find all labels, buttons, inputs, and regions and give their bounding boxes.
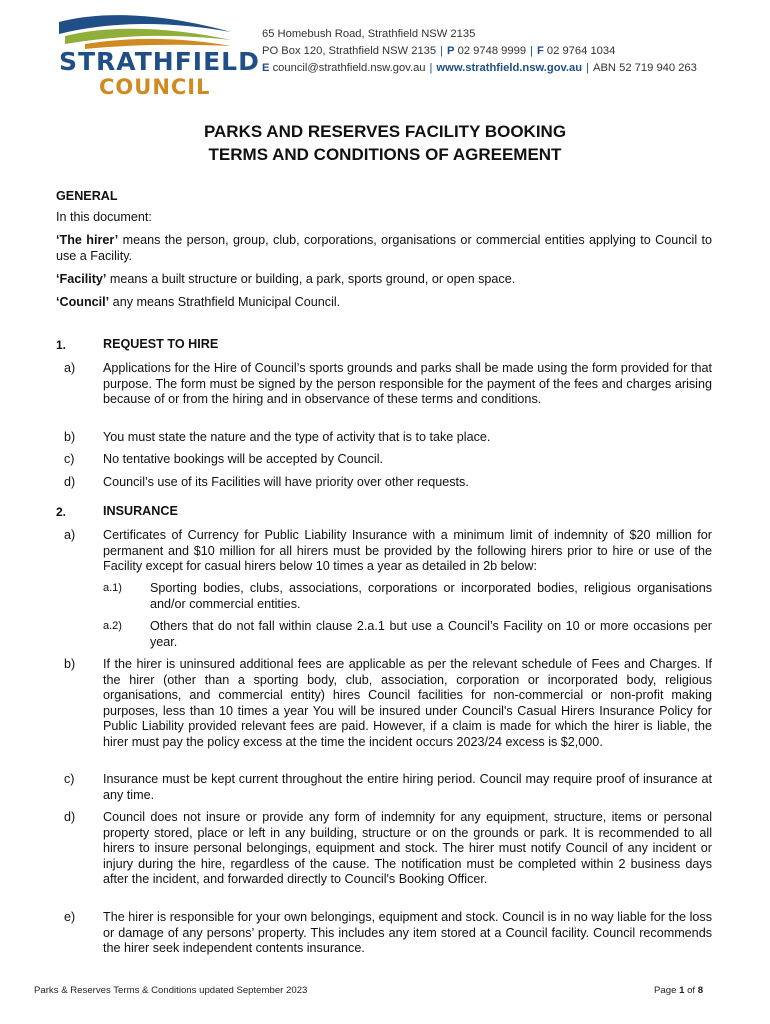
s2-b-text: If the hirer is uninsured additional fees are applicable as per the relevant schedule of Fees and Charges. If the hirer (other than a sporting body, club, association, corporation or incorporated body, religious organisations, and commercial entity) hires Council facilities for non-commercial or non-profit making purposes, less than 10 times a year You will be insured under Council's Casual Hirers Insurance Policy for Public Liability provided relevant fees are paid. However, if a claim is made for which the hirer is liable, the hirer must pay the policy excess at the time the incident occurs 2023/24 excess is $2,000. (103, 657, 712, 749)
email-label: E (262, 62, 270, 74)
s2-a1-label: a.1) (103, 582, 122, 594)
logo-council: COUNCIL (99, 75, 211, 99)
s1-c-text: No tentative bookings will be accepted by Council. (103, 452, 384, 466)
general-heading: GENERAL (56, 189, 118, 203)
s2-a1-text: Sporting bodies, clubs, associations, corporations or incorporated bodies, religious organisations and/or commercial entities. (150, 581, 712, 611)
logo-name: STRATHFIELD (59, 47, 260, 76)
s2-c-letter: c) (64, 772, 75, 786)
title-line-1: PARKS AND RESERVES FACILITY BOOKING (203, 122, 567, 141)
s2-d-letter: d) (64, 810, 76, 824)
hirer-definition (56, 233, 712, 264)
s1-a-letter: a) (64, 361, 76, 375)
page-current: 1 (679, 985, 685, 996)
po-box: PO Box 120, Strathfield NSW 2135 (262, 45, 437, 57)
abn: ABN 52 719 940 263 (593, 62, 697, 74)
title-line-2: TERMS AND CONDITIONS OF AGREEMENT (208, 145, 562, 164)
s1-a-text: Applications for the Hire of Council’s sports grounds and parks shall be made using the form provided for that purpose. The form must be signed by the person responsible for the payment of the fees and charges arising because of or from the hiring and in observance of these terms and conditions. (103, 361, 712, 407)
logo-waves-icon (55, 12, 235, 50)
phone-label: P (447, 45, 455, 57)
document-title (0, 120, 770, 166)
fax-label: F (536, 45, 544, 57)
council-definition (56, 295, 712, 311)
phone: 02 9748 9999 (457, 45, 527, 57)
s1-b-text: You must state the nature and the type of activity that is to take place. (103, 430, 491, 444)
section-1-number: 1. (56, 338, 67, 352)
hirer-def-text: means the person, group, club, corporations, organisations or commercial entities applying to Council to use a Facility. (56, 233, 712, 263)
council-def-text: any means Strathfield Municipal Council. (109, 295, 341, 309)
of-word: of (687, 985, 696, 996)
email-link[interactable]: council@strathfield.nsw.gov.au (272, 62, 426, 74)
council-term: ‘Council’ (56, 295, 110, 309)
general-intro: In this document: (56, 210, 152, 224)
facility-term: ‘Facility’ (56, 272, 107, 286)
s2-a2-text: Others that do not fall within clause 2.a.1 but use a Council’s Facility on 10 or more occasions per year. (150, 619, 712, 649)
page-total: 8 (697, 985, 704, 996)
s2-b-letter: b) (64, 657, 76, 671)
footer-title: Parks & Reserves Terms & Conditions updated September 2023 (34, 985, 308, 996)
s2-a-letter: a) (64, 528, 76, 542)
contact-block (262, 26, 697, 77)
s1-d-text: Council’s use of its Facilities will have priority over other requests. (103, 475, 469, 489)
s2-a-text: Certificates of Currency for Public Liability Insurance with a minimum limit of indemnity of $20 million for permanent and $10 million for all hirers must be provided by the following hirers prior to hire or use of the Facility except for casual hirers below 10 times a year as detailed in 2b below: (103, 528, 712, 574)
hirer-term: ‘The hirer’ (56, 233, 119, 247)
address-line: 65 Homebush Road, Strathfield NSW 2135 (262, 28, 476, 40)
page-number (654, 985, 703, 996)
facility-definition (56, 272, 712, 288)
letterhead (0, 0, 770, 100)
s2-e-text: The hirer is responsible for your own belongings, equipment and stock. Council is in no way liable for the loss or damage of any persons’ property. This includes any item stored at a Council facility. Council recommends the hirer seek independent contents insurance. (103, 910, 712, 956)
s2-c-text: Insurance must be kept current throughout the entire hiring period. Council may require proof of insurance at any time. (103, 772, 712, 802)
strathfield-council-logo (55, 12, 260, 99)
s2-e-letter: e) (64, 910, 76, 924)
page-word: Page (654, 985, 677, 996)
s1-b-letter: b) (64, 430, 76, 444)
s2-a2-label: a.2) (103, 620, 122, 632)
section-1-heading: REQUEST TO HIRE (103, 337, 219, 351)
po-phone-line: PO Box 120, Strathfield NSW 2135 | P 02 9748 9999 | F 02 9764 1034 (262, 45, 616, 57)
s1-c-letter: c) (64, 452, 75, 466)
facility-def-text: means a built structure or building, a park, sports ground, or open space. (106, 272, 516, 286)
website-link[interactable]: www.strathfield.nsw.gov.au (436, 62, 583, 74)
s1-d-letter: d) (64, 475, 76, 489)
section-2-number: 2. (56, 505, 67, 519)
email-web-line: E council@strathfield.nsw.gov.au | www.strathfield.nsw.gov.au | ABN 52 719 940 263 (262, 62, 697, 74)
s2-d-text: Council does not insure or provide any form of indemnity for any equipment, structure, items or personal property stored, place or left in any building, structure or on the grounds or park. It is recommended to all hirers to insure personal belongings, equipment and stock. The hirer must notify Council of any incident or injury during the hire, regardless of the cause. The notification must be completed within 2 business days after the incident, and forwarded directly to Council's Booking Officer. (103, 810, 712, 887)
section-2-heading: INSURANCE (103, 504, 178, 518)
fax: 02 9764 1034 (546, 45, 616, 57)
